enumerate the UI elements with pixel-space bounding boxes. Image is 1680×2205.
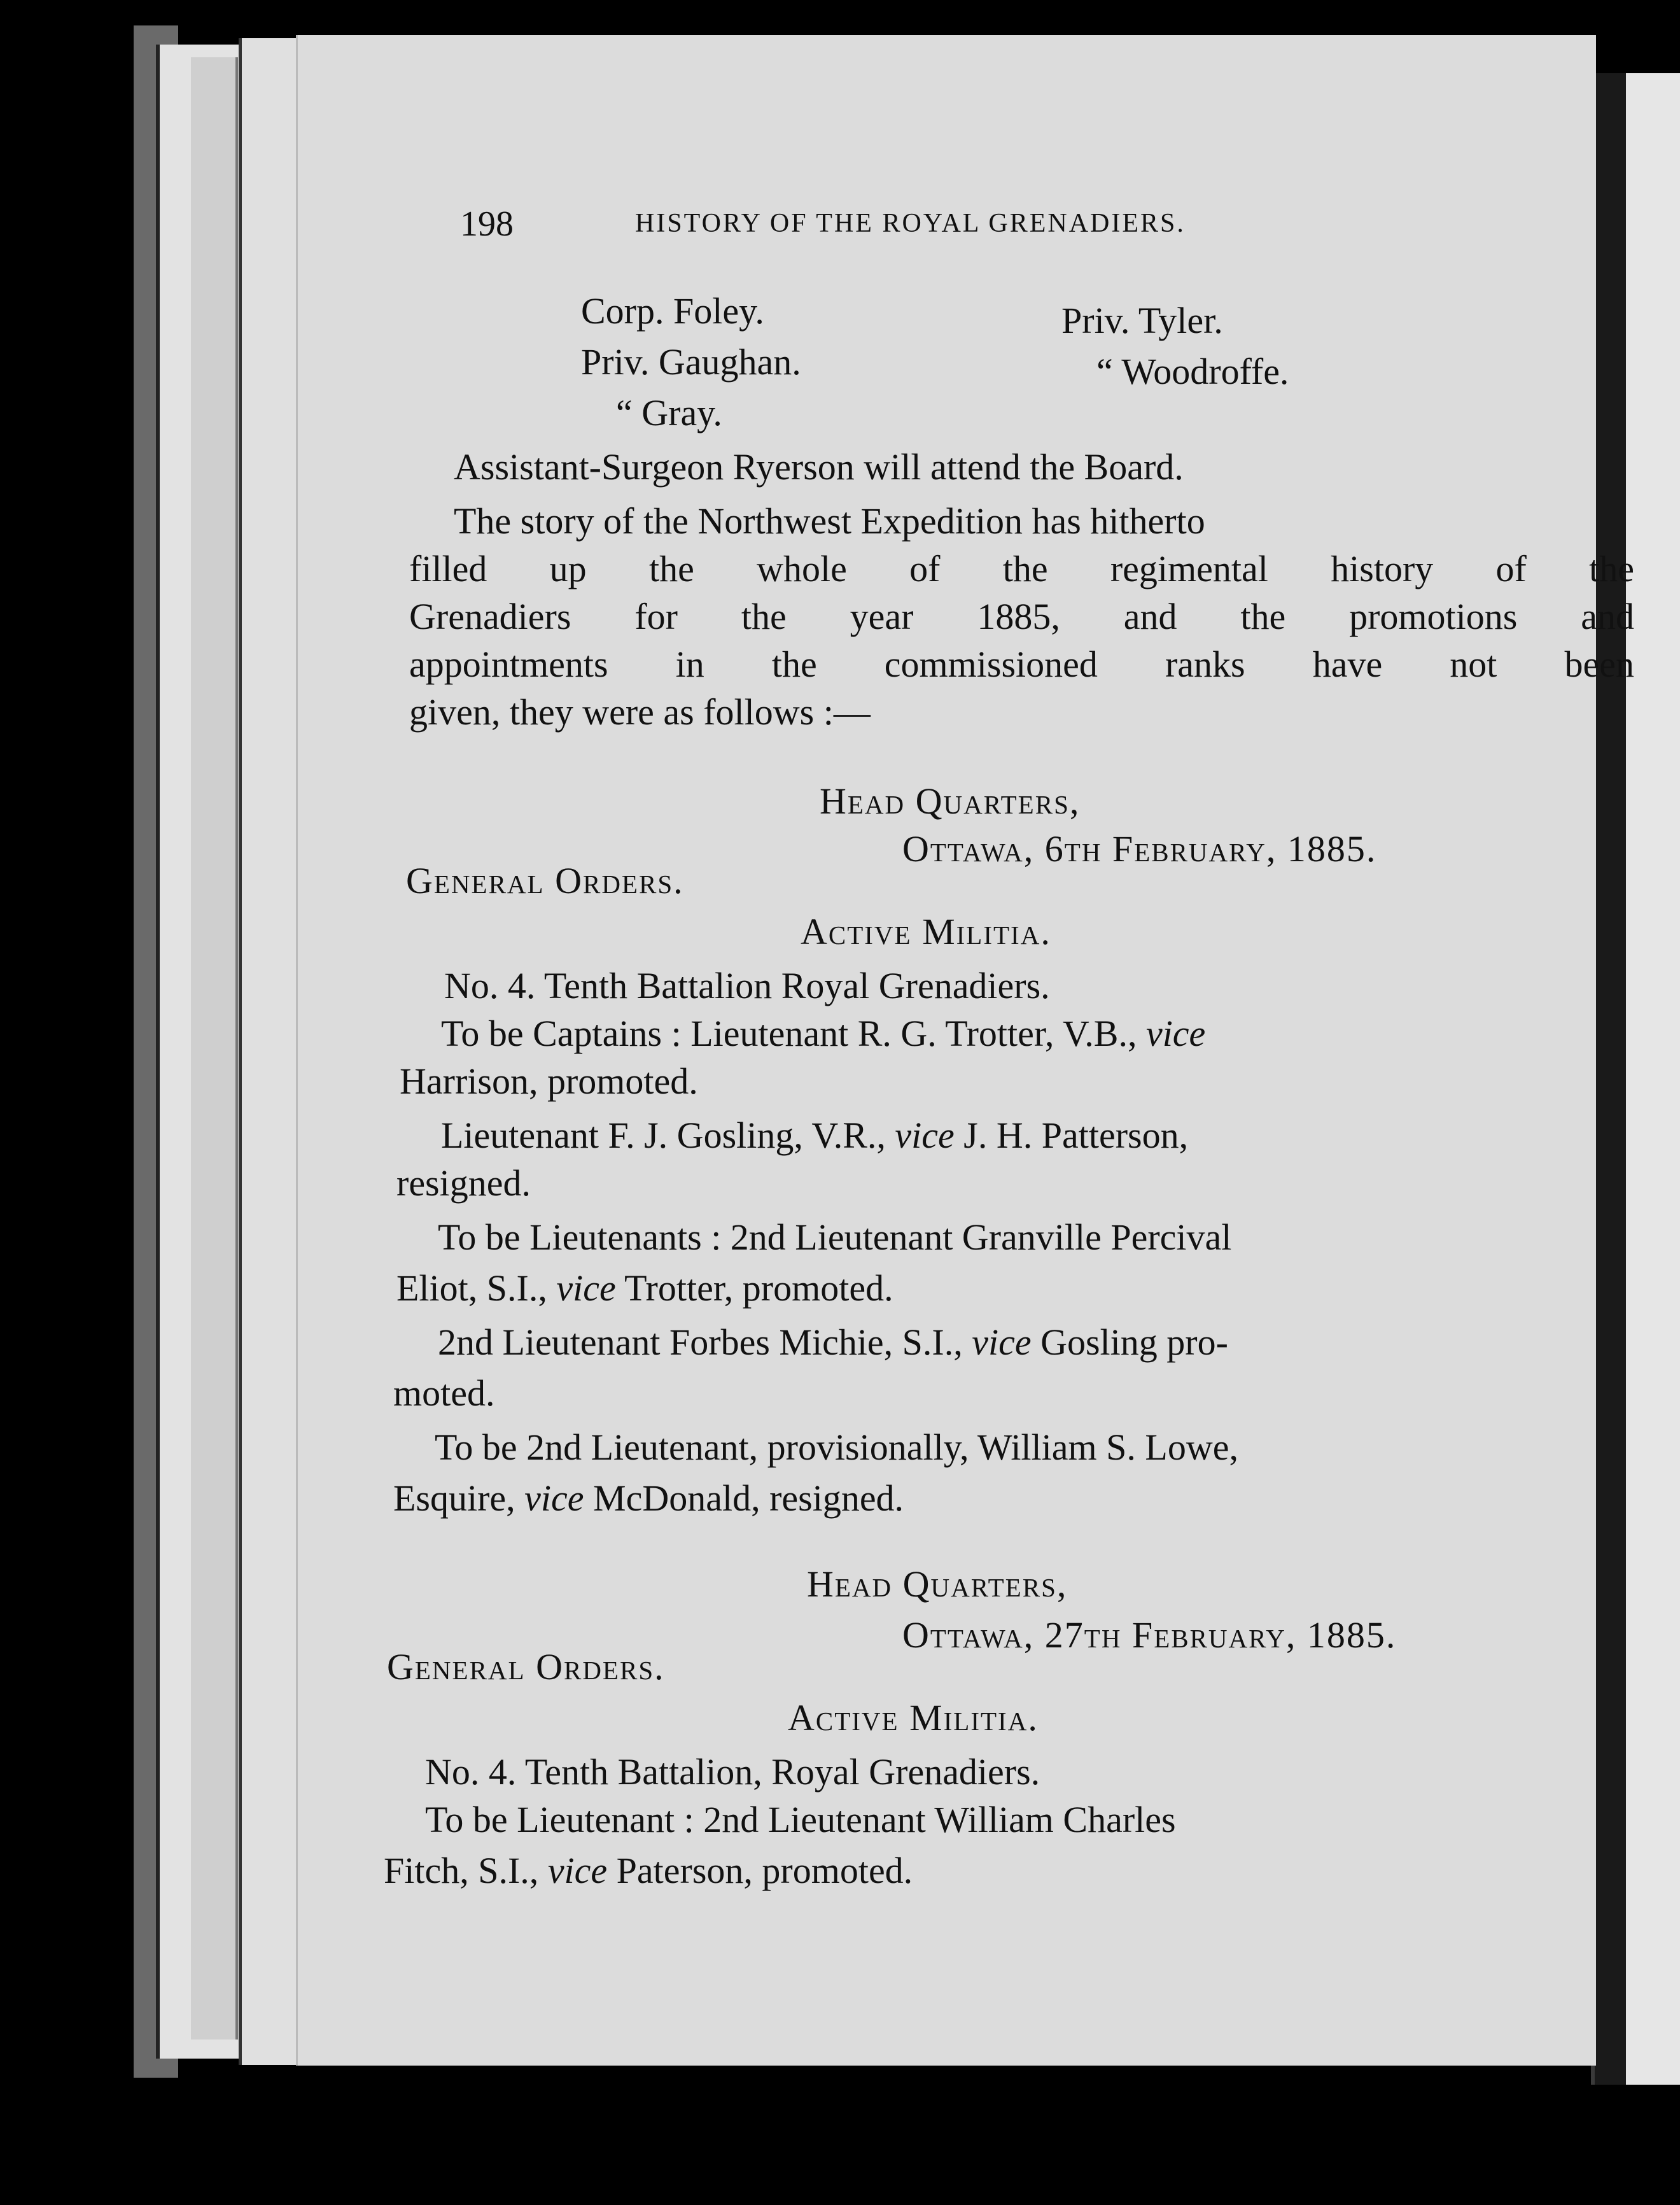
general-orders: General Orders. — [387, 1646, 665, 1687]
paragraph-line: Grenadiers for the year 1885, and the promotions and — [409, 596, 1634, 637]
order-number: No. 4. Tenth Battalion Royal Grenadiers. — [444, 965, 1050, 1006]
order-line: Lieutenant F. J. Gosling, V.R., vice J. H. Patterson, — [441, 1115, 1189, 1156]
paragraph-line: appointments in the commissioned ranks have not been — [409, 644, 1634, 685]
order-line: Harrison, promoted. — [400, 1060, 698, 1102]
book-gutter — [1591, 73, 1630, 2085]
paragraph-line: Assistant-Surgeon Ryerson will attend the Board. — [454, 446, 1184, 488]
order-line: To be Lieutenant : 2nd Lieutenant William Charles — [425, 1799, 1176, 1840]
name-left-1: Corp. Foley. — [581, 290, 764, 332]
paragraph-line: given, they were as follows :— — [409, 691, 871, 733]
order-line: Fitch, S.I., vice Paterson, promoted. — [384, 1850, 913, 1891]
name-left-3: “ Gray. — [616, 392, 722, 433]
book-page — [296, 35, 1634, 2066]
head-quarters: Head Quarters, — [820, 780, 1081, 822]
paragraph-line: filled up the whole of the regimental history of the — [409, 548, 1634, 589]
running-title: HISTORY OF THE ROYAL GRENADIERS. — [635, 209, 1186, 238]
order-line: Eliot, S.I., vice Trotter, promoted. — [396, 1267, 893, 1309]
head-quarters: Head Quarters, — [807, 1563, 1068, 1605]
name-right-2: “ Woodroffe. — [1096, 351, 1289, 392]
name-left-2: Priv. Gaughan. — [581, 341, 801, 383]
page-stack-edge — [239, 38, 301, 2065]
name-right-1: Priv. Tyler. — [1061, 300, 1223, 341]
active-militia: Active Militia. — [801, 911, 1051, 952]
order-line: 2nd Lieutenant Forbes Michie, S.I., vice Gosling pro- — [438, 1321, 1228, 1363]
order-number: No. 4. Tenth Battalion, Royal Grenadiers. — [425, 1751, 1040, 1793]
order-line: Esquire, vice McDonald, resigned. — [393, 1477, 904, 1519]
active-militia: Active Militia. — [788, 1697, 1039, 1738]
order-line: resigned. — [396, 1162, 531, 1204]
facing-page-edge — [1626, 73, 1680, 2085]
page-stack-edge — [191, 57, 238, 2039]
order-line: To be 2nd Lieutenant, provisionally, William S. Lowe, — [435, 1427, 1238, 1468]
page-number: 198 — [460, 204, 514, 244]
order-line: To be Lieutenants : 2nd Lieutenant Granville Percival — [438, 1216, 1232, 1258]
place-date: Ottawa, 27th February, 1885. — [902, 1614, 1397, 1656]
general-orders: General Orders. — [406, 860, 684, 901]
order-line: To be Captains : Lieutenant R. G. Trotter, V.B., vice — [441, 1013, 1206, 1054]
order-line: moted. — [393, 1372, 495, 1414]
paragraph-line: The story of the Northwest Expedition has hitherto — [454, 500, 1205, 542]
place-date: Ottawa, 6th February, 1885. — [902, 828, 1377, 870]
